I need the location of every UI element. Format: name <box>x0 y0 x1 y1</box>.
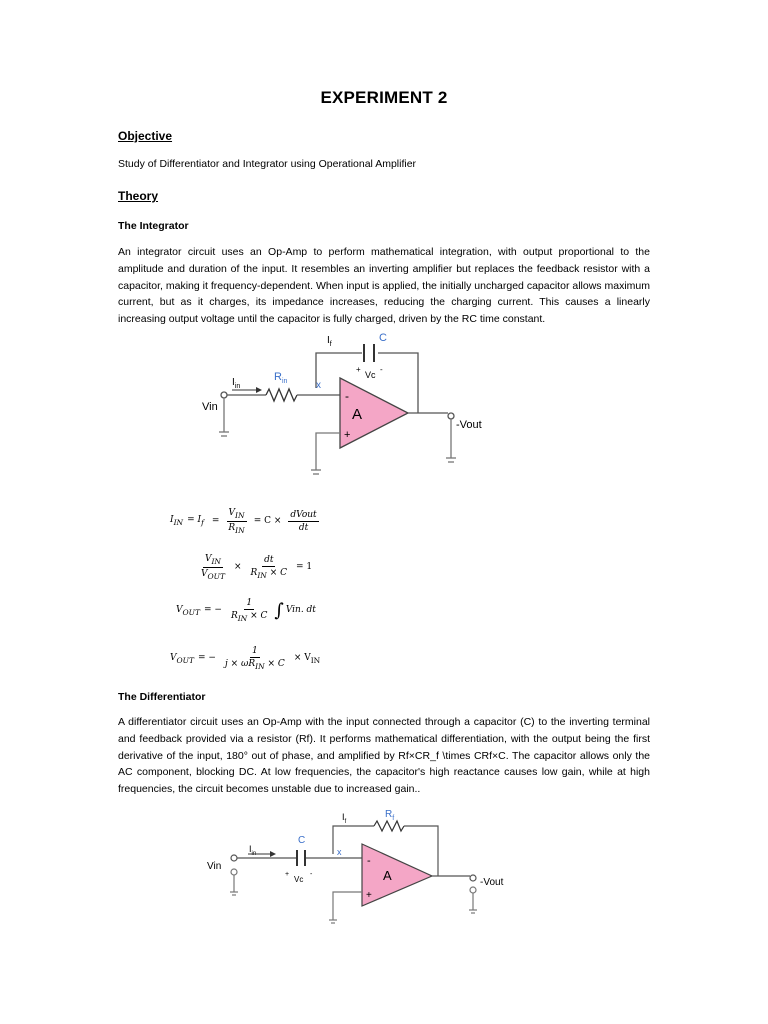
vin-ground-icon <box>219 398 229 436</box>
vin-terminal-icon <box>221 392 227 398</box>
vin-ground-icon <box>230 869 238 895</box>
differentiator-vout-label: -Vout <box>480 877 504 888</box>
noninv-ground-icon <box>329 892 362 923</box>
integrator-x-label: x <box>316 380 321 391</box>
integrator-circuit-diagram <box>190 330 510 480</box>
objective-heading: Objective <box>118 129 173 143</box>
integrator-cap-plus: + <box>356 365 361 374</box>
differentiator-cap-minus: - <box>310 871 313 878</box>
equation-1: $I_{IN}$ = $I_f$ = $\frac{V_{IN}}{R_{IN}}$ = C × $\frac{\text{dVout}}{dt}$ <box>170 508 317 535</box>
iin-arrowhead-icon <box>270 851 276 857</box>
equation-2: $\frac{V_{IN}}{V_{OUT}}$ × $\frac{dt}{R_{IN} \times C}$ = 1 <box>201 554 313 581</box>
integrator-rin-label: $R_{in}$ <box>274 371 288 385</box>
differentiator-opamp-icon <box>362 844 432 906</box>
differentiator-heading: The Differentiator <box>118 691 206 703</box>
input-capacitor <box>297 850 305 866</box>
vout-terminal-icon <box>470 875 476 881</box>
differentiator-if-label: $I_f$ <box>342 812 347 825</box>
differentiator-plus-label: + <box>366 890 372 901</box>
integrator-minus-label: - <box>345 389 349 403</box>
vout-terminal-icon <box>448 413 454 419</box>
differentiator-vin-label: Vin <box>207 861 222 872</box>
integrator-vc-label: Vc <box>365 370 376 380</box>
integrator-c-label: C <box>379 332 387 344</box>
feedback-capacitor <box>364 344 374 362</box>
differentiator-minus-label: - <box>367 855 371 867</box>
integrator-vin-label: Vin <box>202 401 218 413</box>
differentiator-iin-label: $I_{in}$ <box>249 844 257 857</box>
iin-arrowhead-icon <box>256 387 262 393</box>
integrator-if-label: $I_f$ <box>327 335 332 348</box>
differentiator-paragraph: A differentiator circuit uses an Op-Amp with the input connected through a capacitor (C) to the inverting terminal and feedback provided via a resistor (Rf). It performs mathematical differentiation, with the output being the first derivative of the input, 180° out of phase, and amplified by Rf×CR_f \times CRf×C. The capacitor allows only the AC component, blocking DC. At low frequencies, the capacitor's high reactance causes low gain, while at high frequencies, the circuit becomes unstable due to increased gain.. <box>118 716 650 796</box>
noninv-ground-icon <box>311 433 340 474</box>
vout-ground-icon <box>446 419 456 462</box>
integrator-vout-label: -Vout <box>456 419 482 431</box>
rin-resistor-icon <box>266 389 297 401</box>
differentiator-rf-label: $R_f$ <box>385 809 395 822</box>
differentiator-x-label: x <box>337 847 342 857</box>
integrator-opamp-label: A <box>352 406 363 423</box>
differentiator-circuit-diagram <box>200 806 530 936</box>
differentiator-cap-plus: + <box>285 871 290 878</box>
integrator-heading: The Integrator <box>118 220 189 232</box>
integrator-iin-label: $I_{in}$ <box>232 377 241 390</box>
integrator-plus-label: + <box>344 429 351 441</box>
integrator-paragraph: An integrator circuit uses an Op-Amp to perform mathematical integration, with output proportional to the amplitude and duration of the input. It resembles an inverting amplifier but replaces the feedback resistor with a capacitor, making it frequency-dependent. When input is applied, the initially uncharged capacitor allows maximum current, but as it charges, its impedance increases, reducing the charging current. This causes a linearly increasing output voltage until the capacitor is fully charged, driven by the RC time constant. <box>118 246 650 326</box>
differentiator-c-label: C <box>298 835 306 846</box>
vout-ground-icon <box>469 887 477 913</box>
page-title: EXPERIMENT 2 <box>320 88 448 107</box>
rf-resistor-icon <box>374 821 404 831</box>
differentiator-vc-label: Vc <box>294 875 304 884</box>
equation-3: $V_{OUT}$ = − $\frac{1}{R_{IN} \times C}$ ∫ Vin. dt <box>176 598 316 623</box>
equation-4: $V_{OUT}$ = − $\frac{1}{j \times \omega R_{IN} \times C}$ × $V_{IN}$ <box>170 646 321 671</box>
integrator-cap-minus: - <box>380 365 383 374</box>
theory-heading: Theory <box>118 189 159 203</box>
objective-text: Study of Differentiator and Integrator using Operational Amplifier <box>118 158 417 170</box>
vin-terminal-icon <box>231 855 237 861</box>
differentiator-opamp-label: A <box>383 868 392 883</box>
